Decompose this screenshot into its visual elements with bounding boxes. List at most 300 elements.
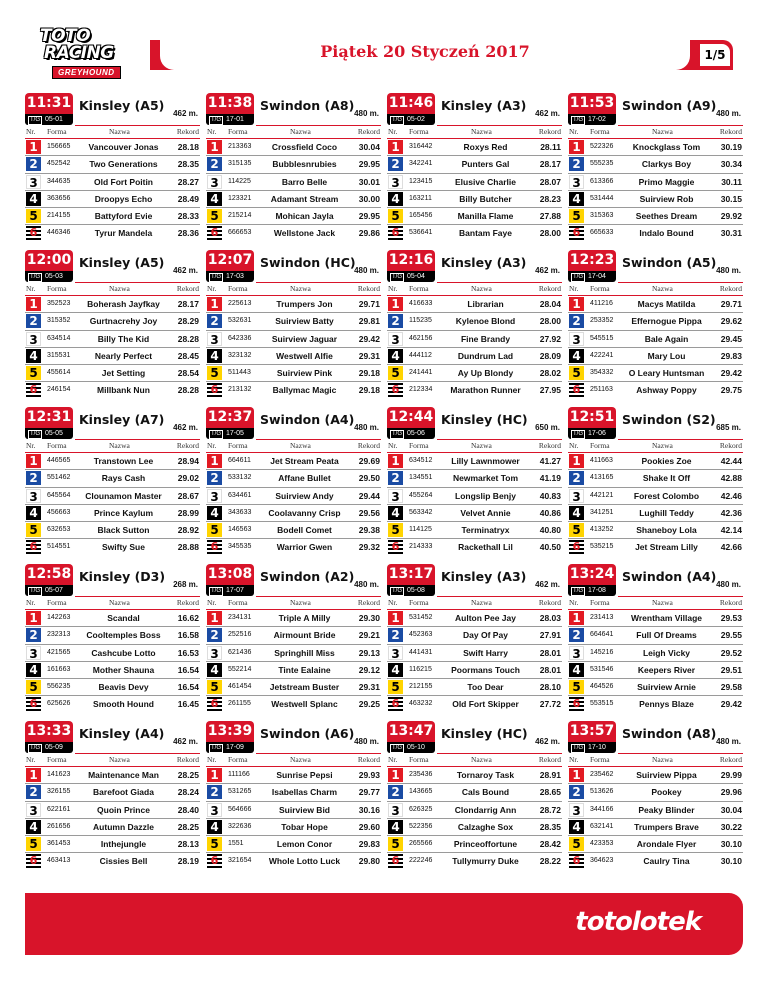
runner-record: 27.72 xyxy=(539,699,561,710)
runner-form: 613366 xyxy=(590,177,614,185)
date-day: Piątek xyxy=(320,42,378,61)
runner-row xyxy=(25,138,200,155)
tg-label: T/G xyxy=(211,745,221,751)
runner-record: 29.62 xyxy=(720,316,742,327)
runner-form: 531452 xyxy=(409,614,433,621)
runner-form: 632653 xyxy=(47,526,71,534)
runner-record: 28.01 xyxy=(539,664,561,675)
runner-form: 462156 xyxy=(409,334,433,342)
runner-form: 563342 xyxy=(409,508,433,516)
runner-row xyxy=(25,609,200,626)
runner-form: 315352 xyxy=(47,317,71,325)
runner-record: 29.42 xyxy=(358,333,380,344)
runner-form: 446346 xyxy=(47,229,71,237)
runner-form: 145216 xyxy=(590,648,614,656)
runner-name: Velvet Annie xyxy=(460,507,511,518)
runner-record: 40.80 xyxy=(539,525,561,536)
trap-number: 1 xyxy=(569,454,584,468)
runner-row xyxy=(25,295,200,312)
race-track: Kinsley (A3) xyxy=(441,255,527,270)
runner-name: Longslip Benjy xyxy=(455,490,516,501)
runner-record: 29.99 xyxy=(720,770,742,780)
runner-row xyxy=(387,852,562,869)
runner-name: Primo Maggie xyxy=(638,176,695,187)
race-block xyxy=(387,93,562,240)
runner-row xyxy=(568,678,743,695)
runner-name: Barefoot Giada xyxy=(93,787,154,798)
runner-record: 29.77 xyxy=(358,787,380,798)
trap-number: 2 xyxy=(388,785,403,799)
runner-list xyxy=(387,609,562,713)
runner-record: 28.09 xyxy=(539,350,561,361)
runner-record: 29.83 xyxy=(358,839,380,850)
runner-record: 30.19 xyxy=(720,142,742,152)
runner-name: Suirview Rob xyxy=(639,193,694,204)
runner-row xyxy=(206,173,381,190)
runner-name: Vancouver Jonas xyxy=(88,142,159,152)
trap-number: 3 xyxy=(388,175,403,189)
runner-list xyxy=(206,609,381,713)
header-divider xyxy=(256,596,381,597)
runner-record: 28.72 xyxy=(539,804,561,815)
runner-name: Billy Butcher xyxy=(459,193,512,204)
runner-name: Beavis Devy xyxy=(98,682,149,693)
race-track: Swindon (A4) xyxy=(260,412,355,427)
trap-number: 6 xyxy=(26,226,41,240)
runner-row xyxy=(206,801,381,818)
runner-record: 28.04 xyxy=(539,299,561,309)
runner-row xyxy=(25,695,200,712)
trap-number: 2 xyxy=(26,785,41,799)
date-number: 20 xyxy=(382,42,406,61)
runner-name: Sunrise Pepsi xyxy=(276,770,333,780)
runner-form: 533132 xyxy=(228,474,252,482)
runner-name: Peaky Blinder xyxy=(638,804,695,815)
distance-value: 480 xyxy=(716,266,730,275)
runner-row xyxy=(568,173,743,190)
race-time: 12:16 xyxy=(387,250,435,271)
runner-name: Bale Again xyxy=(644,333,689,344)
header-nazwa: Nazwa xyxy=(109,441,130,450)
header-forma: Forma xyxy=(409,598,429,607)
runner-list xyxy=(568,295,743,399)
runner-record: 28.02 xyxy=(539,368,561,379)
runner-record: 41.19 xyxy=(539,473,561,484)
header-rekord: Rekord xyxy=(357,755,380,764)
runner-name: Knockglass Tom xyxy=(632,142,701,152)
runner-record: 28.22 xyxy=(539,856,561,867)
header-nazwa: Nazwa xyxy=(290,284,311,293)
trap-number: 1 xyxy=(388,611,403,625)
runner-record: 28.42 xyxy=(539,839,561,850)
runner-record: 16.58 xyxy=(177,630,199,641)
header-nr: Nr. xyxy=(388,284,398,293)
runner-record: 29.69 xyxy=(358,456,380,466)
runner-list xyxy=(206,295,381,399)
runner-form: 232313 xyxy=(47,631,71,639)
race-block xyxy=(25,721,200,868)
runner-row xyxy=(206,190,381,207)
runner-form: 625626 xyxy=(47,700,71,708)
runner-list xyxy=(25,766,200,870)
runner-name: Tobar Hope xyxy=(281,821,328,832)
race-track: Kinsley (HC) xyxy=(441,726,528,741)
runner-form: 423353 xyxy=(590,840,614,848)
race-code-value: 17-07 xyxy=(226,587,244,594)
runner-record: 27.95 xyxy=(539,385,561,396)
runner-record: 30.04 xyxy=(358,142,380,152)
runner-name: Black Sutton xyxy=(97,525,150,536)
runner-form: 343633 xyxy=(228,508,252,516)
runner-record: 29.21 xyxy=(358,630,380,641)
runner-form: 413252 xyxy=(590,526,614,534)
runner-row xyxy=(387,521,562,538)
runner-form: 522356 xyxy=(409,822,433,830)
runner-record: 28.36 xyxy=(177,228,199,239)
race-distance: 462 m. xyxy=(535,737,560,746)
race-block xyxy=(25,407,200,554)
runner-name: Cissies Bell xyxy=(99,856,148,867)
runner-form: 622161 xyxy=(47,805,71,813)
runner-form: 341251 xyxy=(590,508,614,516)
distance-value: 480 xyxy=(354,266,368,275)
distance-value: 462 xyxy=(535,266,549,275)
tg-label: T/G xyxy=(211,588,221,594)
race-track: Swindon (HC) xyxy=(260,255,356,270)
column-headers xyxy=(568,127,743,138)
runner-record: 28.19 xyxy=(177,856,199,867)
runner-name: Effernogue Pippa xyxy=(631,316,702,327)
header-nazwa: Nazwa xyxy=(471,441,492,450)
race-track: Kinsley (D3) xyxy=(79,569,166,584)
tg-label: T/G xyxy=(211,274,221,280)
race-code xyxy=(568,428,616,439)
header-nr: Nr. xyxy=(26,284,36,293)
runner-name: Clounamon Master xyxy=(85,490,162,501)
header-nazwa: Nazwa xyxy=(109,755,130,764)
trap-number: 3 xyxy=(388,646,403,660)
runner-name: Billy The Kid xyxy=(97,333,150,344)
distance-value: 480 xyxy=(716,580,730,589)
runner-row xyxy=(206,207,381,224)
runner-name: Suirview Arnie xyxy=(637,682,696,693)
runner-form: 212155 xyxy=(409,683,433,691)
runner-form: 531546 xyxy=(590,665,614,673)
runner-form: 552214 xyxy=(228,665,252,673)
runner-form: 556235 xyxy=(47,683,71,691)
runner-record: 30.16 xyxy=(358,804,380,815)
runner-form: 141623 xyxy=(47,771,71,778)
runner-name: Smooth Hound xyxy=(93,699,154,710)
header-rekord: Rekord xyxy=(176,284,199,293)
trap-number: 6 xyxy=(569,697,584,711)
race-block xyxy=(206,564,381,711)
runner-row xyxy=(25,835,200,852)
runner-form: 143665 xyxy=(409,788,433,796)
race-time: 13:33 xyxy=(25,721,73,742)
header-forma: Forma xyxy=(47,755,67,764)
header-nr: Nr. xyxy=(569,127,579,136)
runner-record: 28.25 xyxy=(177,821,199,832)
column-headers xyxy=(206,284,381,295)
runner-name: Bubblesnrubies xyxy=(272,159,337,170)
runner-form: 114125 xyxy=(409,526,432,534)
header-nr: Nr. xyxy=(388,441,398,450)
tg-label: T/G xyxy=(573,117,583,123)
runner-name: Gurtnacrehy Joy xyxy=(89,316,158,327)
runner-form: 323132 xyxy=(228,351,252,359)
column-headers xyxy=(25,284,200,295)
runner-row xyxy=(206,138,381,155)
runner-name: Day Of Pay xyxy=(463,630,508,641)
header-nazwa: Nazwa xyxy=(652,284,673,293)
runner-record: 28.13 xyxy=(177,839,199,850)
trap-number: 3 xyxy=(388,803,403,817)
race-code xyxy=(25,271,73,282)
runner-form: 261656 xyxy=(47,822,71,830)
header-divider xyxy=(75,596,200,597)
runner-list xyxy=(568,452,743,556)
runner-record: 28.28 xyxy=(177,333,199,344)
trap-number: 1 xyxy=(26,454,41,468)
race-track: Kinsley (A7) xyxy=(79,412,165,427)
header-nr: Nr. xyxy=(26,127,36,136)
runner-list xyxy=(387,766,562,870)
race-distance: 480 m. xyxy=(354,423,379,432)
runner-form: 322636 xyxy=(228,822,252,830)
runner-row xyxy=(387,138,562,155)
race-distance: 480 m. xyxy=(354,266,379,275)
runner-form: 456663 xyxy=(47,508,71,516)
distance-value: 268 xyxy=(173,580,187,589)
trap-number: 6 xyxy=(388,697,403,711)
runner-row xyxy=(206,347,381,364)
runner-name: Maintenance Man xyxy=(88,770,159,780)
trap-number: 3 xyxy=(569,646,584,660)
header-forma: Forma xyxy=(228,755,248,764)
runner-record: 27.91 xyxy=(539,630,561,641)
column-headers xyxy=(387,441,562,452)
runner-form: 252516 xyxy=(228,631,252,639)
runner-name: Nearly Perfect xyxy=(94,350,153,361)
race-track: Swindon (A2) xyxy=(260,569,355,584)
runner-row xyxy=(206,381,381,398)
trap-number: 5 xyxy=(207,366,222,380)
race-track: Swindon (A9) xyxy=(622,98,717,113)
runner-name: Ballymac Magic xyxy=(272,385,337,396)
runner-name: Transtown Lee xyxy=(93,456,154,466)
runner-row xyxy=(387,801,562,818)
runner-record: 28.29 xyxy=(177,316,199,327)
header-nr: Nr. xyxy=(388,755,398,764)
header-divider xyxy=(256,125,381,126)
runner-row xyxy=(568,312,743,329)
race-time: 12:37 xyxy=(206,407,254,428)
header-divider xyxy=(437,596,562,597)
runner-record: 28.00 xyxy=(539,316,561,327)
runner-row xyxy=(206,818,381,835)
header-rekord: Rekord xyxy=(357,598,380,607)
runner-row xyxy=(25,364,200,381)
runner-form: 564666 xyxy=(228,805,252,813)
runner-record: 29.51 xyxy=(720,664,742,675)
runner-record: 28.94 xyxy=(177,456,199,466)
race-code xyxy=(568,585,616,596)
runner-name: Mary Lou xyxy=(647,350,686,361)
runner-form: 444112 xyxy=(409,351,432,359)
runner-list xyxy=(206,452,381,556)
runner-record: 28.11 xyxy=(540,142,561,152)
race-distance: 650 m. xyxy=(535,423,560,432)
trap-number: 5 xyxy=(569,837,584,851)
page-footer xyxy=(25,893,743,955)
runner-name: Calzaghe Sox xyxy=(457,821,514,832)
header-forma: Forma xyxy=(228,284,248,293)
runner-row xyxy=(387,835,562,852)
trap-number: 1 xyxy=(207,140,222,154)
runner-record: 28.17 xyxy=(539,159,561,170)
race-block xyxy=(25,564,200,711)
runner-row xyxy=(25,538,200,555)
runner-name: Old Fort Skipper xyxy=(452,699,519,710)
trap-number: 2 xyxy=(26,471,41,485)
race-track: Kinsley (HC) xyxy=(441,412,528,427)
runner-form: 213132 xyxy=(228,386,252,394)
runner-form: 511443 xyxy=(228,369,251,377)
runner-record: 29.31 xyxy=(358,350,380,361)
runner-name: Whole Lotto Luck xyxy=(268,856,341,867)
runner-record: 29.95 xyxy=(358,211,380,222)
race-code-value: 05-05 xyxy=(45,430,63,437)
toto-racing-logo xyxy=(40,28,140,78)
runner-row xyxy=(206,224,381,241)
race-time: 12:51 xyxy=(568,407,616,428)
runner-record: 28.91 xyxy=(539,770,561,780)
runner-name: Elusive Charlie xyxy=(455,176,516,187)
race-block xyxy=(25,93,200,240)
trap-number: 6 xyxy=(26,854,41,868)
runner-record: 29.71 xyxy=(720,299,742,309)
header-divider xyxy=(618,753,743,754)
trap-number: 3 xyxy=(569,803,584,817)
race-block xyxy=(387,564,562,711)
runner-row xyxy=(568,224,743,241)
runner-form: 416633 xyxy=(409,300,433,307)
runner-row xyxy=(568,521,743,538)
runner-record: 28.18 xyxy=(177,142,199,152)
runner-row xyxy=(387,330,562,347)
runner-row xyxy=(387,783,562,800)
runner-form: 111166 xyxy=(228,771,250,778)
page-number: 1/5 xyxy=(700,44,730,66)
race-distance: 462 m. xyxy=(535,266,560,275)
runner-row xyxy=(206,644,381,661)
runner-record: 16.54 xyxy=(177,664,199,675)
trap-number: 6 xyxy=(569,383,584,397)
runner-record: 29.30 xyxy=(358,613,380,623)
runner-row xyxy=(387,818,562,835)
runner-record: 29.93 xyxy=(358,770,380,780)
column-headers xyxy=(25,755,200,766)
runner-record: 29.18 xyxy=(358,368,380,379)
runner-row xyxy=(25,207,200,224)
runner-name: Rackethall Lil xyxy=(458,542,513,553)
trap-number: 3 xyxy=(569,489,584,503)
header-rekord: Rekord xyxy=(719,598,742,607)
runner-row xyxy=(568,207,743,224)
race-distance: 685 m. xyxy=(716,423,741,432)
race-code-value: 17-05 xyxy=(226,430,244,437)
runner-form: 1551 xyxy=(228,840,244,848)
runner-list xyxy=(206,766,381,870)
runner-name: Pookey xyxy=(651,787,682,798)
runner-name: Librarian xyxy=(467,299,504,309)
trap-number: 6 xyxy=(569,540,584,554)
runner-record: 16.45 xyxy=(177,699,199,710)
race-track: Swindon (A8) xyxy=(260,98,355,113)
trap-number: 4 xyxy=(388,663,403,677)
runner-record: 29.42 xyxy=(720,368,742,379)
header-forma: Forma xyxy=(228,441,248,450)
column-headers xyxy=(206,441,381,452)
runner-name: Westwell Alfie xyxy=(276,350,333,361)
runner-form: 116215 xyxy=(409,665,432,673)
race-code xyxy=(25,742,73,753)
race-code-value: 05-06 xyxy=(407,430,425,437)
runner-record: 30.31 xyxy=(720,228,742,239)
trap-number: 5 xyxy=(388,680,403,694)
header-nazwa: Nazwa xyxy=(652,598,673,607)
column-headers xyxy=(206,755,381,766)
runner-row xyxy=(206,330,381,347)
runner-form: 142263 xyxy=(47,614,71,621)
runner-row xyxy=(206,835,381,852)
runner-name: Jet Setting xyxy=(101,368,146,379)
header-nazwa: Nazwa xyxy=(652,755,673,764)
runner-row xyxy=(568,852,743,869)
trap-number: 1 xyxy=(388,454,403,468)
runner-record: 28.17 xyxy=(177,299,199,309)
race-code xyxy=(25,114,73,125)
race-block xyxy=(206,250,381,397)
trap-number: 1 xyxy=(569,611,584,625)
runner-name: Suirview Bid xyxy=(278,804,330,815)
runner-name: Terminatryx xyxy=(461,525,510,536)
race-time: 12:31 xyxy=(25,407,73,428)
header-nr: Nr. xyxy=(26,755,36,764)
runner-form: 342241 xyxy=(409,160,433,168)
runner-name: Battyford Evie xyxy=(94,211,153,222)
runner-form: 215214 xyxy=(228,212,252,220)
race-track: Kinsley (A3) xyxy=(441,569,527,584)
runner-form: 115235 xyxy=(409,317,432,325)
runner-row xyxy=(25,155,200,172)
header-rekord: Rekord xyxy=(176,441,199,450)
trap-number: 4 xyxy=(388,349,403,363)
runner-record: 28.28 xyxy=(177,385,199,396)
runner-name: Rays Cash xyxy=(101,473,146,484)
runner-name: Affane Bullet xyxy=(278,473,331,484)
race-code-value: 05-04 xyxy=(407,273,425,280)
runner-record: 28.40 xyxy=(177,804,199,815)
runner-name: Quoin Prince xyxy=(97,804,150,815)
trap-number: 3 xyxy=(207,175,222,189)
race-time: 13:08 xyxy=(206,564,254,585)
distance-value: 462 xyxy=(173,109,187,118)
totolotek-logo: totolotek xyxy=(575,907,701,937)
trap-number: 2 xyxy=(26,628,41,642)
trap-number: 3 xyxy=(207,646,222,660)
